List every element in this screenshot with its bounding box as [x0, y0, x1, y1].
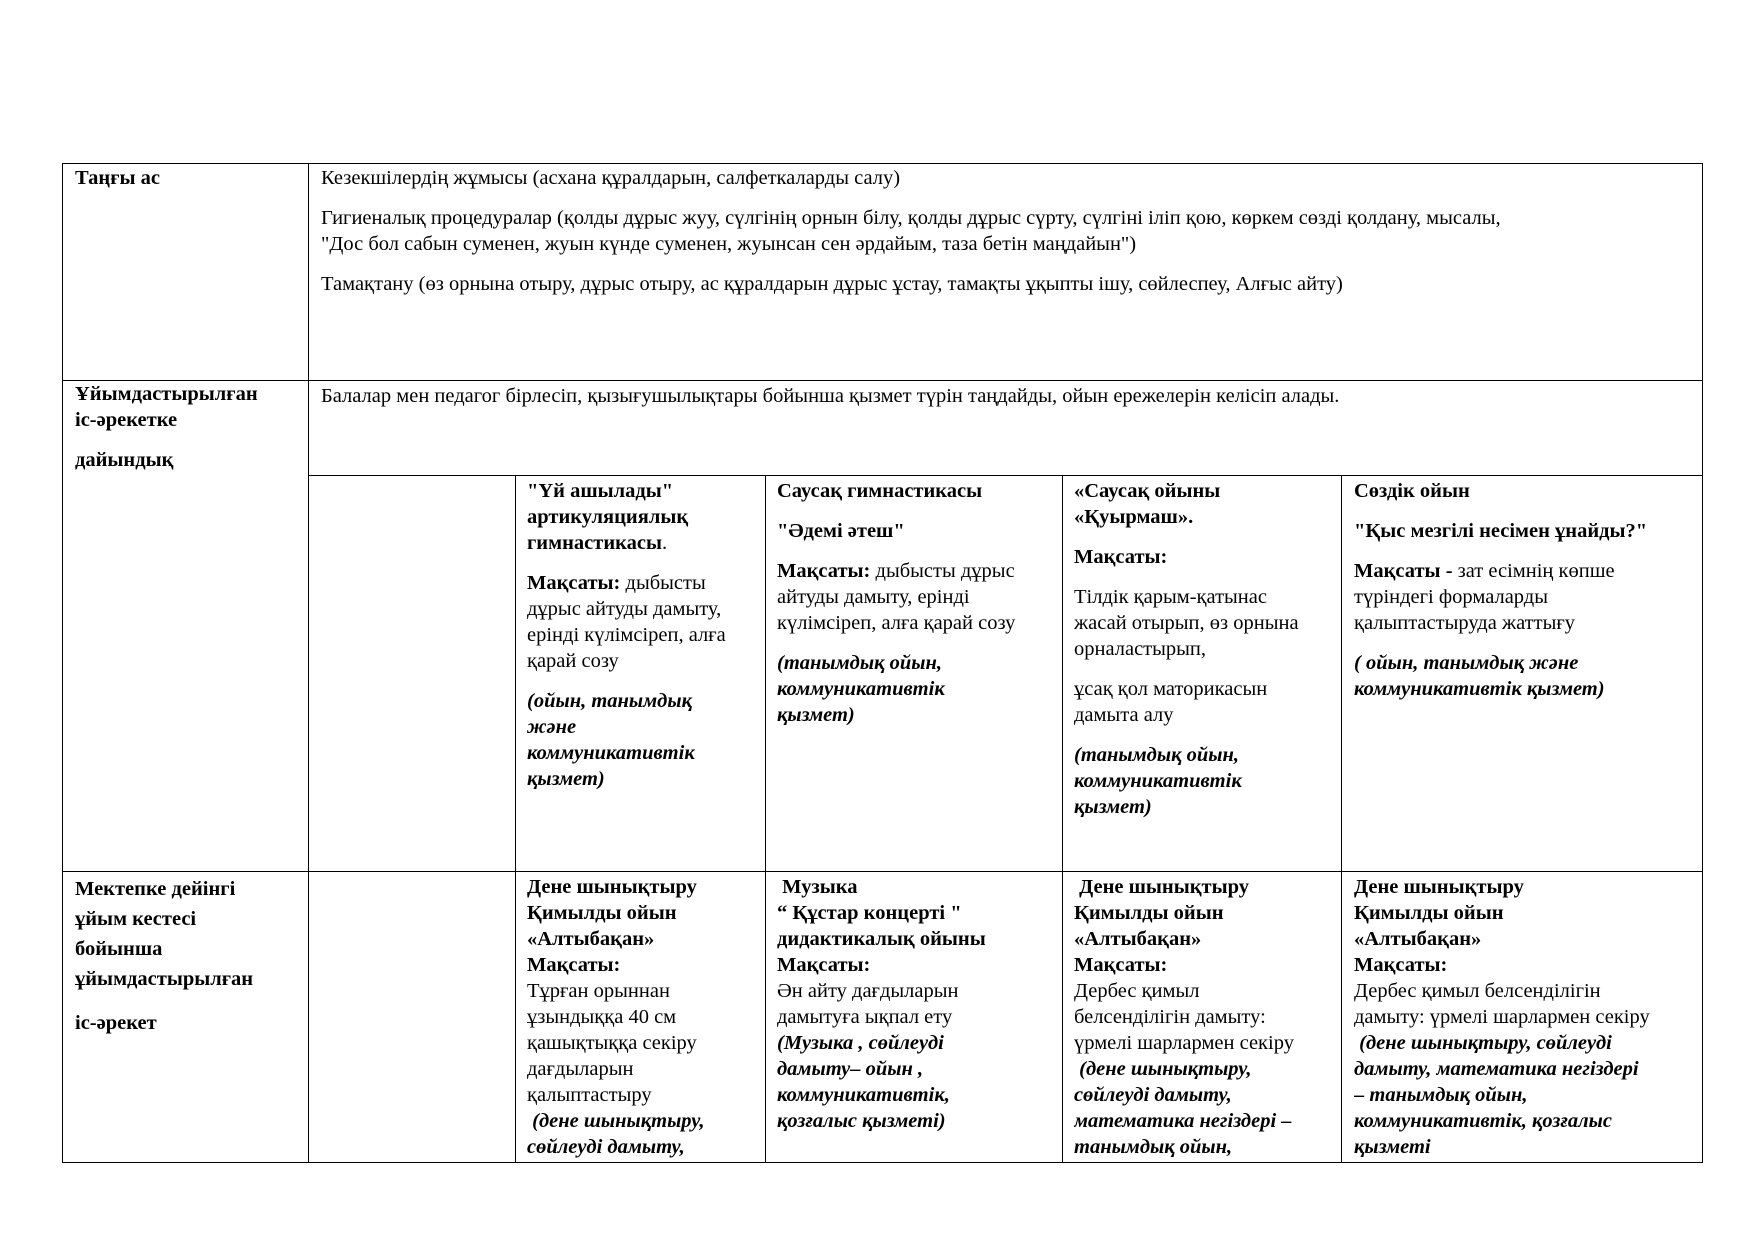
- aim-text: ұсақ қол маторикасын: [1074, 678, 1268, 700]
- aim-label: Мақсаты:: [1354, 954, 1448, 976]
- activity-type: қызмет): [1074, 796, 1152, 818]
- activity-title: Музыка: [777, 876, 858, 898]
- activity-title: Қимылды ойын: [1354, 902, 1504, 924]
- activity-type: (дене шынықтыру,: [527, 1110, 705, 1132]
- scheduled-label-line3: бойынша: [75, 938, 163, 960]
- scheduled-col4-cell: [1354, 874, 1700, 1160]
- prep-label-line2: іс-әрекетке: [75, 409, 178, 431]
- activity-type: қызметі: [1354, 1136, 1431, 1158]
- activity-title: Қимылды ойын: [527, 902, 677, 924]
- scheduled-col2-cell: [777, 874, 1060, 1134]
- prep-label-line1: Ұйымдастырылған: [75, 383, 258, 405]
- scheduled-label-line1: Мектепке дейінгі: [75, 878, 236, 900]
- activity-title: Қимылды ойын: [1074, 902, 1224, 924]
- aim-label: Мақсаты:: [777, 560, 871, 582]
- prep-col4-cell: [1354, 478, 1700, 702]
- aim-label: Мақсаты:: [1074, 546, 1168, 568]
- aim-text: ұзындыққа 40 см: [527, 1006, 677, 1028]
- activity-type: дамыту, математика негіздері: [1354, 1058, 1639, 1080]
- aim-line: [527, 570, 763, 596]
- aim-text: Дербес қимыл белсенділігін: [1354, 980, 1601, 1002]
- prep-text: Балалар мен педагог бірлесіп, қызығушылықтары бойынша қызмет түрін таңдайды, ойын ережелерін келісіп алады.: [321, 385, 1340, 407]
- aim-text: дамыта алу: [1074, 704, 1174, 726]
- scheduled-label-cell: [75, 874, 303, 1038]
- aim-text: дамытуға ықпал ету: [777, 1006, 953, 1028]
- col-divider-2: [515, 475, 516, 1163]
- breakfast-content-cell: [321, 165, 1696, 297]
- aim-label: Мақсаты:: [777, 954, 871, 976]
- duty-text: Кезекшілердің жұмысы (асхана құралдарын, салфеткаларды салу): [321, 167, 901, 189]
- activity-title: Сөздік ойын: [1354, 480, 1470, 502]
- activity-title: "Үй ашылады": [527, 480, 674, 502]
- col-divider-1: [308, 163, 309, 1163]
- prep-label-cell: [75, 381, 303, 473]
- activity-title: Дене шынықтыру: [527, 876, 697, 898]
- activity-title: артикуляциялық: [527, 506, 689, 528]
- aim-text: дыбысты дұрыс: [870, 560, 1015, 582]
- aim-line: [777, 558, 1060, 584]
- aim-label: Мақсаты: [1354, 560, 1441, 582]
- aim-label: Мақсаты:: [527, 572, 621, 594]
- activity-type: коммуникативтік қызмет): [1354, 678, 1605, 700]
- activity-type: (дене шынықтыру,: [1074, 1058, 1252, 1080]
- breakfast-label: Таңғы ас: [75, 167, 161, 189]
- activity-title-dot: .: [661, 532, 668, 554]
- aim-text: еріндi күлімсіреп, алға: [527, 624, 726, 646]
- aim-text: зат есімнің көпше: [1452, 560, 1615, 582]
- eating-text: Тамақтану (өз орнына отыру, дұрыс отыру, ас құралдарын дұрыс ұстау, тамақты ұқыпты ішу, сөйлеспеу, Алғыс айту): [321, 273, 1343, 295]
- aim-dash: -: [1440, 560, 1453, 582]
- prep-col2-cell: [777, 478, 1060, 728]
- activity-title: "Әдемі әтеш": [777, 520, 905, 542]
- activity-type: қызмет): [777, 704, 855, 726]
- table-border-right: [1702, 163, 1703, 1163]
- scheduled-col3-cell: [1074, 874, 1340, 1160]
- activity-type: (танымдық ойын,: [777, 652, 942, 674]
- aim-text: Тілдік қарым-қатынас: [1074, 586, 1267, 608]
- aim-text: Тұрған орыннан: [527, 980, 670, 1002]
- hygiene-text-line1: Гигиеналық процедуралар (қолды дұрыс жуу, сүлгінің орнын білу, қолды дұрыс сүрту, сүлгіні іліп қою, көркем сөзді қолдану, мысалы,: [321, 207, 1501, 229]
- activity-title: Саусақ гимнастикасы: [777, 480, 983, 502]
- activity-title: Дене шынықтыру: [1354, 876, 1524, 898]
- prep-text-cell: [321, 383, 1696, 409]
- activity-type: (дене шынықтыру, сөйлеуді: [1354, 1032, 1612, 1054]
- aim-text: қалыптастыруда жаттығу: [1354, 612, 1576, 634]
- row-divider-2: [308, 475, 1703, 476]
- activity-type: қызмет): [527, 768, 605, 790]
- activity-title: «Алтыбақан»: [527, 928, 655, 950]
- table-border-left: [62, 163, 63, 1163]
- activity-title: дидактикалық ойыны: [777, 928, 986, 950]
- activity-type: – танымдық ойын,: [1354, 1084, 1528, 1106]
- prep-label-line3: дайындық: [75, 449, 174, 471]
- activity-type: коммуникативтік, қозғалыс: [1354, 1110, 1612, 1132]
- aim-text: дамыту: үрмелі шарлармен секіру: [1354, 1006, 1650, 1028]
- activity-type: сөйлеуді дамыту,: [1074, 1084, 1232, 1106]
- prep-col3-cell: [1074, 478, 1340, 820]
- aim-text: қарай созу: [527, 650, 619, 672]
- activity-type: математика негіздері –: [1074, 1110, 1292, 1132]
- activity-title: «Алтыбақан»: [1074, 928, 1202, 950]
- aim-text: Дербес қимыл: [1074, 980, 1200, 1002]
- col-divider-4: [1062, 475, 1063, 1163]
- aim-text: жасай отырып, өз орнына: [1074, 612, 1299, 634]
- aim-text: Ән айту дағдыларын: [777, 980, 959, 1002]
- col-divider-3: [765, 475, 766, 1163]
- aim-text: дыбысты: [620, 572, 706, 594]
- aim-text: дұрыс айтуды дамыту,: [527, 598, 722, 620]
- aim-text: орналастырып,: [1074, 638, 1207, 660]
- aim-line: [1354, 558, 1700, 584]
- activity-title: «Саусақ ойыны: [1074, 480, 1221, 502]
- activity-type: қозғалыс қызметі): [777, 1110, 946, 1132]
- activity-type: коммуникативтік: [1074, 770, 1242, 792]
- activity-type: коммуникативтік: [777, 678, 945, 700]
- aim-text: қалыптастыру: [527, 1084, 652, 1106]
- aim-text: түріндегі формаларды: [1354, 586, 1548, 608]
- scheduled-label-line2: ұйым кестесі: [75, 908, 197, 930]
- activity-type: коммуникативтік,: [777, 1084, 950, 1106]
- aim-label: Мақсаты:: [527, 954, 621, 976]
- scheduled-label-line4: ұйымдастырылған: [75, 968, 254, 990]
- scheduled-col1-cell: [527, 874, 763, 1160]
- aim-text: үрмелі шарлармен секіру: [1074, 1032, 1294, 1054]
- scheduled-label-line5: іс-әрекет: [75, 1012, 157, 1034]
- hygiene-text-line2: "Дос бол сабын суменен, жуын күнде суменен, жуынсан сен әрдайым, таза бетін маңдайын"): [321, 233, 1137, 255]
- activity-title: [527, 530, 763, 556]
- aim-text: айтуды дамыту, еріндi: [777, 586, 970, 608]
- activity-type: және: [527, 716, 577, 738]
- col-divider-5: [1341, 475, 1342, 1163]
- aim-label: Мақсаты:: [1074, 954, 1168, 976]
- activity-type: ( ойын, танымдық және: [1354, 652, 1579, 674]
- aim-text: дағдыларын: [527, 1058, 634, 1080]
- activity-type: дамыту– ойын ,: [777, 1058, 924, 1080]
- activity-type: (танымдық ойын,: [1074, 744, 1239, 766]
- activity-type: (ойын, танымдық: [527, 690, 692, 712]
- prep-col1-cell: [527, 478, 763, 792]
- activity-title-part: гимнастикасы: [527, 532, 662, 554]
- activity-title: «Қуырмаш».: [1074, 506, 1194, 528]
- aim-text: күлімсіреп, алға қарай созу: [777, 612, 1016, 634]
- activity-title: Дене шынықтыру: [1074, 876, 1250, 898]
- aim-text: белсенділігін дамыту:: [1074, 1006, 1266, 1028]
- activity-type: коммуникативтік: [527, 742, 695, 764]
- activity-title: «Алтыбақан»: [1354, 928, 1482, 950]
- activity-type: танымдық ойын,: [1074, 1136, 1233, 1158]
- activity-type: (Музыка , сөйлеуді: [777, 1032, 944, 1054]
- activity-title: "Қыс мезгілі несімен ұнайды?": [1354, 520, 1648, 542]
- activity-type: сөйлеуді дамыту,: [527, 1136, 685, 1158]
- activity-title: “ Құстар концерті ": [777, 902, 962, 924]
- breakfast-label-cell: [75, 165, 300, 191]
- aim-text: қашықтыққа секіру: [527, 1032, 697, 1054]
